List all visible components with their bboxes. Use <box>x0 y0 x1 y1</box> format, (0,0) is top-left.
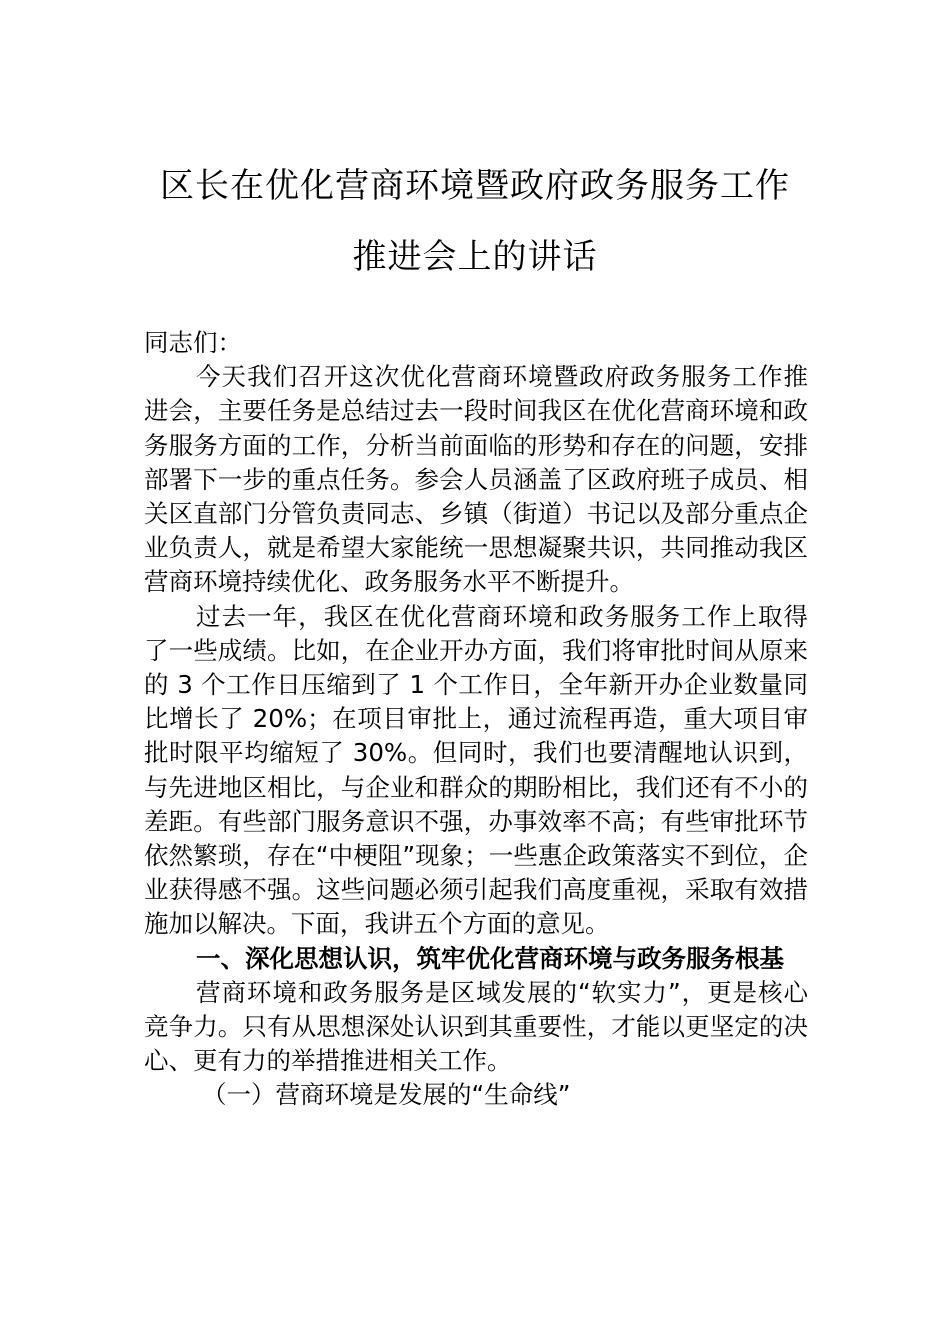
document-title-line-1: 区长在优化营商环境暨政府政务服务工作 <box>160 166 790 206</box>
paragraph-section-1: 营商环境和政务服务是区域发展的“软实力”，更是核心竞争力。只有从思想深处认识到其重要性，才能以更坚定的决心、更有力的举措推进相关工作。 <box>144 977 808 1076</box>
subsection-heading-1: （一）营商环境是发展的“生命线” <box>202 1080 571 1110</box>
salutation: 同志们： <box>144 328 242 357</box>
document-body <box>144 326 808 1113</box>
section-heading-1: 一、深化思想认识，筑牢优化营商环境与政务服务根基 <box>196 943 784 973</box>
document-title-line-2: 推进会上的讲话 <box>352 237 598 277</box>
paragraph-intro: 今天我们召开这次优化营商环境暨政府政务服务工作推进会，主要任务是总结过去一段时间我区在优化营商环境和政务服务方面的工作，分析当前面临的形势和存在的问题，安排部署下一步的重点任务。参会人员涵盖了区政府班子成员、相关区直部门分管负责同志、乡镇（街道）书记以及部分重点企业负责人，就是希望大家能统一思想凝聚共识，共同推动我区营商环境持续优化、政务服务水平不断提升。 <box>144 362 808 597</box>
paragraph-review: 过去一年，我区在优化营商环境和政务服务工作上取得了一些成绩。比如，在企业开办方面，我们将审批时间从原来的 3 个工作日压缩到了 1 个工作日，全年新开办企业数量同比增长了 20%；在项目审批上，通过流程再造，重大项目审批时限平均缩短了 30%。但同时，我们也要清醒地认识到，与先进地区相比，与企业和群众的期盼相比，我们还有不小的差距。有些部门服务意识不强，办事效率不高；有些审批环节依然繁琐，存在“中梗阻”现象；一些惠企政策落实不到位，企业获得感不强。这些问题必须引起我们高度重视，采取有效措施加以解决。下面，我讲五个方面的意见。 <box>144 601 808 939</box>
